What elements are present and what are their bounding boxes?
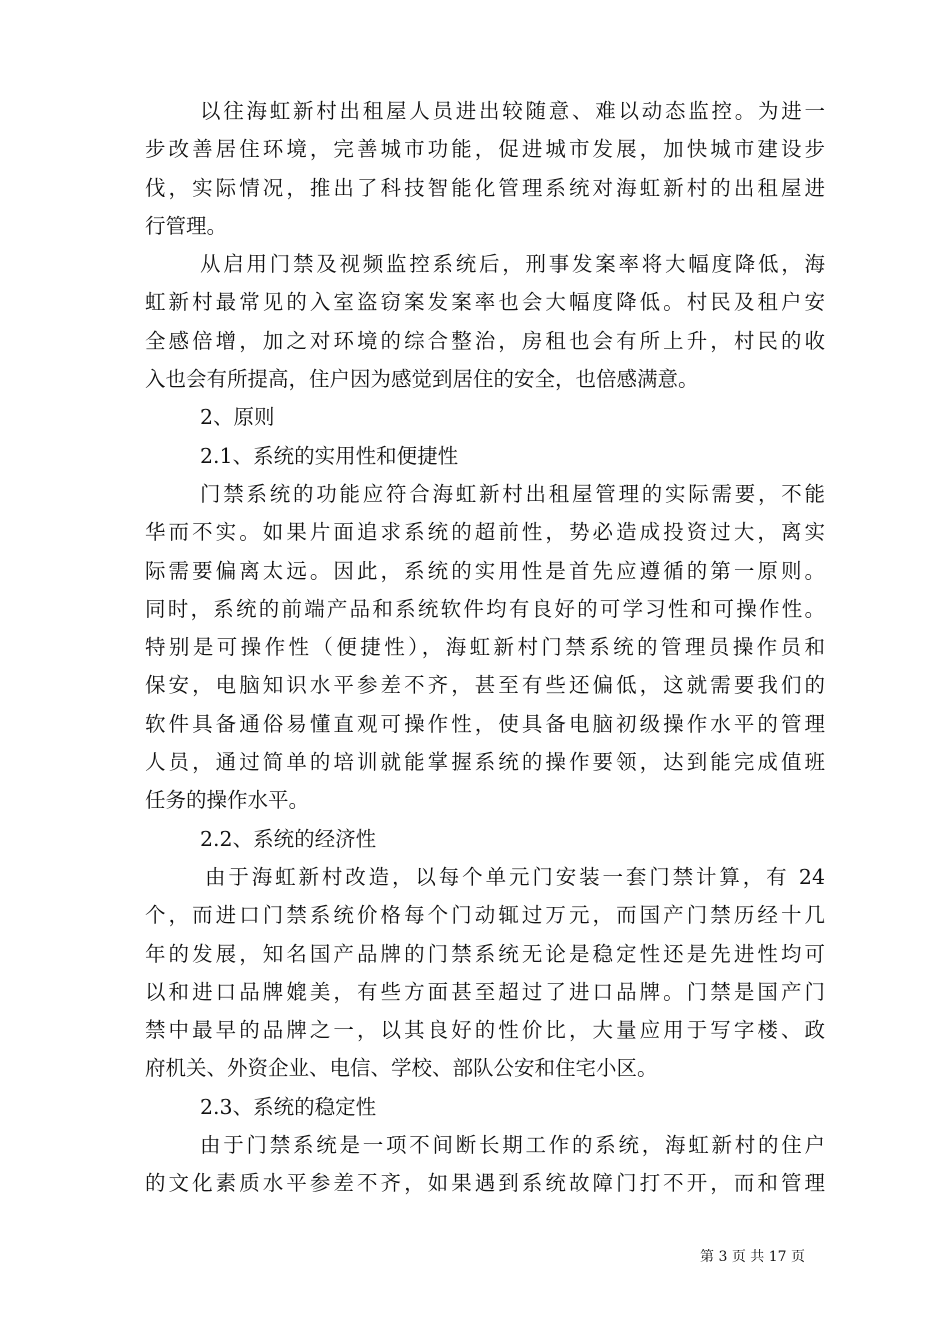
text-line: 的文化素质水平参差不齐，如果遇到系统故障门打不开，而和管理 xyxy=(145,1171,825,1196)
text-line: 以和进口品牌媲美，有些方面甚至超过了进口品牌。门禁是国产门 xyxy=(145,979,825,1004)
subsection-heading: 2.2、系统的经济性 xyxy=(200,826,377,851)
text-line: 特别是可操作性（便捷性），海虹新村门禁系统的管理员操作员和 xyxy=(145,635,825,660)
text-line: 全感倍增，加之对环境的综合整治，房租也会有所上升，村民的收 xyxy=(145,328,825,353)
paragraph xyxy=(145,1126,825,1203)
text-line: 任务的操作水平。 xyxy=(145,788,309,813)
text-line: 年的发展，知名国产品牌的门禁系统无论是稳定性还是先进性均可 xyxy=(145,941,825,966)
text-line: 禁中最早的品牌之一，以其良好的性价比，大量应用于写字楼、政 xyxy=(145,1018,825,1043)
text-line: 际需要偏离太远。因此，系统的实用性是首先应遵循的第一原则。 xyxy=(145,558,825,583)
section-heading: 2、原则 xyxy=(200,405,275,430)
text-line: 以往海虹新村出租屋人员进出较随意、难以动态监控。为进一 xyxy=(200,99,825,123)
text-line: 行管理。 xyxy=(145,213,227,238)
paragraph xyxy=(145,475,825,820)
text-line: 步改善居住环境，完善城市功能，促进城市发展，加快城市建设步 xyxy=(145,137,825,162)
text-line: 伐，实际情况，推出了科技智能化管理系统对海虹新村的出租屋进 xyxy=(145,175,825,200)
text-line: 府机关、外资企业、电信、学校、部队公安和住宅小区。 xyxy=(145,1056,658,1081)
text-line: 保安，电脑知识水平参差不齐，甚至有些还偏低，这就需要我们的 xyxy=(145,673,825,698)
text-line: 个，而进口门禁系统价格每个门动辄过万元，而国产门禁历经十几 xyxy=(145,903,825,928)
subsection-heading: 2.1、系统的实用性和便捷性 xyxy=(200,443,459,468)
paragraph xyxy=(145,245,825,398)
text-line: 虹新村最常见的入室盗窃案发案率也会大幅度降低。村民及租户安 xyxy=(145,290,825,315)
paragraph xyxy=(145,92,825,245)
text-line: 从启用门禁及视频监控系统后，刑事发案率将大幅度降低，海 xyxy=(200,252,825,277)
text-line: 同时，系统的前端产品和系统软件均有良好的可学习性和可操作性。 xyxy=(145,596,825,621)
document-body xyxy=(145,92,825,1203)
text-line: 门禁系统的功能应符合海虹新村出租屋管理的实际需要，不能 xyxy=(200,481,825,506)
page-number: 第 3 页 共 17 页 xyxy=(700,1249,805,1265)
text-line: 由于海虹新村改造，以每个单元门安装一套门禁计算，有 24 xyxy=(205,864,825,889)
text-line: 由于门禁系统是一项不间断长期工作的系统，海虹新村的住户 xyxy=(200,1133,825,1158)
subsection-heading: 2.3、系统的稳定性 xyxy=(200,1094,377,1119)
text-line: 软件具备通俗易懂直观可操作性，使具备电脑初级操作水平的管理 xyxy=(145,711,825,736)
text-line: 人员，通过简单的培训就能掌握系统的操作要领，达到能完成值班 xyxy=(145,750,825,775)
paragraph xyxy=(145,858,825,1088)
text-line: 入也会有所提高，住户因为感觉到居住的安全，也倍感满意。 xyxy=(145,367,699,392)
text-line: 华而不实。如果片面追求系统的超前性，势必造成投资过大，离实 xyxy=(145,520,825,545)
